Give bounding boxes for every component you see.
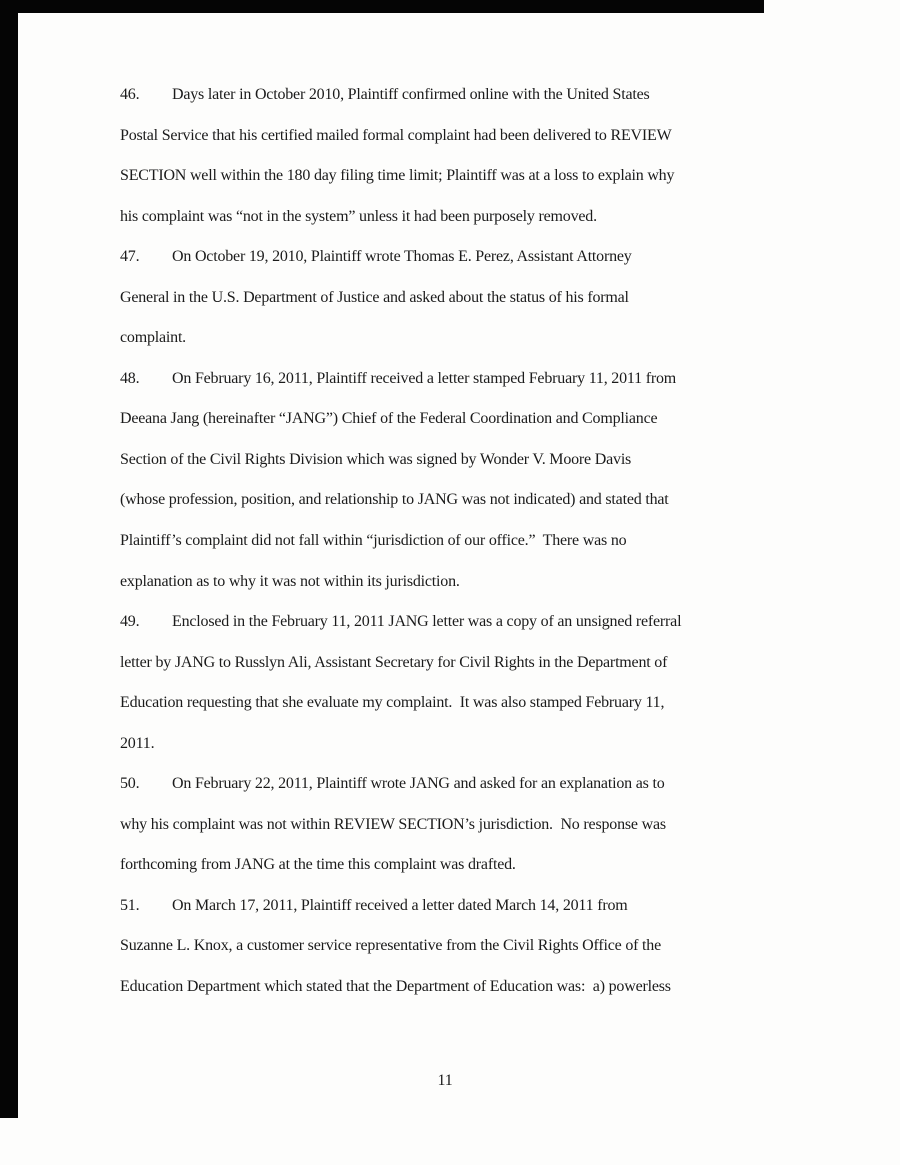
paragraph-48-line-5: Plaintiff’s complaint did not fall within “jurisdiction of our office.” There was no xyxy=(120,532,627,550)
paragraph-51-number: 51. xyxy=(120,896,140,914)
paragraph-49-line-3: Education requesting that she evaluate my complaint. It was also stamped February 11, xyxy=(120,694,665,712)
paragraph-50-line-2: why his complaint was not within REVIEW SECTION’s jurisdiction. No response was xyxy=(120,815,666,833)
paragraph-46-line-4: his complaint was “not in the system” unless it had been purposely removed. xyxy=(120,207,597,225)
paragraph-48-line-3: Section of the Civil Rights Division which was signed by Wonder V. Moore Davis xyxy=(120,450,632,468)
paragraph-50-number: 50. xyxy=(120,775,140,793)
paragraph-49-line-4: 2011. xyxy=(120,734,155,752)
paragraph-50-text: On February 22, 2011, Plaintiff wrote JANG and asked for an explanation as to xyxy=(172,775,665,793)
paragraph-49-number: 49. xyxy=(120,613,140,631)
scan-border-left xyxy=(0,0,18,1118)
document-text xyxy=(120,75,810,1008)
scan-border-top xyxy=(0,0,764,13)
paragraph-51-first-line xyxy=(120,886,810,927)
paragraph-50-first-line xyxy=(120,764,810,805)
paragraph-47-line-2: General in the U.S. Department of Justice and asked about the status of his formal xyxy=(120,288,629,306)
paragraph-46-line-2: Postal Service that his certified mailed formal complaint had been delivered to REVIEW xyxy=(120,126,672,144)
paragraph-51-text: On March 17, 2011, Plaintiff received a letter dated March 14, 2011 from xyxy=(172,896,628,914)
paragraph-46-text: Days later in October 2010, Plaintiff confirmed online with the United States xyxy=(172,86,650,103)
paragraph-49-first-line xyxy=(120,602,810,643)
paragraph-46-first-line xyxy=(120,75,810,116)
paragraph-51-line-2: Suzanne L. Knox, a customer service representative from the Civil Rights Office of the xyxy=(120,937,662,955)
paragraph-48-line-2: Deeana Jang (hereinafter “JANG”) Chief of the Federal Coordination and Compliance xyxy=(120,410,658,428)
paragraph-48-line-6: explanation as to why it was not within its jurisdiction. xyxy=(120,572,460,590)
paragraph-46-number: 46. xyxy=(120,86,140,103)
paragraph-51-line-3: Education Department which stated that the Department of Education was: a) powerless xyxy=(120,978,671,996)
paragraph-47-line-3: complaint. xyxy=(120,329,186,347)
paragraph-47-first-line xyxy=(120,237,810,278)
paragraph-48-first-line xyxy=(120,359,810,400)
paragraph-46-line-3: SECTION well within the 180 day filing time limit; Plaintiff was at a loss to explain why xyxy=(120,167,675,185)
paragraph-47-number: 47. xyxy=(120,248,140,266)
paragraph-49-text: Enclosed in the February 11, 2011 JANG letter was a copy of an unsigned referral xyxy=(172,613,682,631)
paragraph-50-line-3: forthcoming from JANG at the time this complaint was drafted. xyxy=(120,856,516,874)
paragraph-47-text: On October 19, 2010, Plaintiff wrote Thomas E. Perez, Assistant Attorney xyxy=(172,248,632,266)
paragraph-49-line-2: letter by JANG to Russlyn Ali, Assistant Secretary for Civil Rights in the Department of xyxy=(120,653,668,671)
page-number: 11 xyxy=(437,1072,453,1089)
paragraph-48-number: 48. xyxy=(120,369,140,387)
paragraph-48-line-4: (whose profession, position, and relationship to JANG was not indicated) and stated that xyxy=(120,491,669,509)
paragraph-48-text: On February 16, 2011, Plaintiff received a letter stamped February 11, 2011 from xyxy=(172,369,677,387)
